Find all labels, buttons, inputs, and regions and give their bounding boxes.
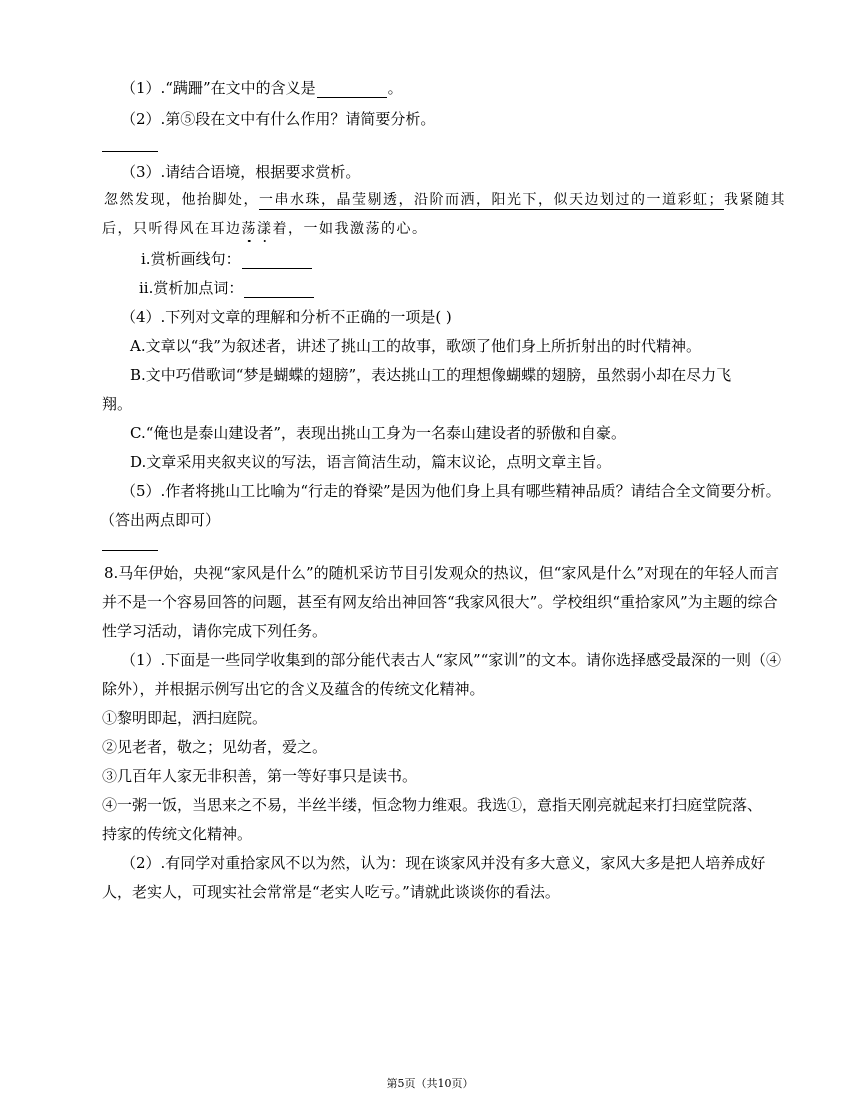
q7-sub1-end: 。 <box>387 79 403 97</box>
answer-blank[interactable] <box>244 282 314 298</box>
motto-4-cont: 持家的传统文化精神。 <box>102 825 253 843</box>
q8-intro-3: 性学习活动，请你完成下列任务。 <box>102 622 328 640</box>
q8-sub2: （2）.有同学对重拾家风不以为然，认为：现在谈家风并没有多大意义，家风大多是把人培养成好 <box>121 854 766 872</box>
dotted-word-char: 漾 <box>257 221 273 237</box>
q8-intro-1: 8.马年伊始，央视“家风是什么”的随机采访节目引发观众的热议，但“家风是什么”对现在的年轻人而言 <box>104 564 779 582</box>
motto-2: ②见老者，敬之；见幼者，爱之。 <box>102 738 328 756</box>
q8-intro-2: 并不是一个容易回答的问题，甚至有网友给出神回答“我家风很大”。学校组织“重拾家风”为主题的综合 <box>102 593 778 611</box>
passage-line-2 <box>102 219 428 239</box>
answer-line[interactable] <box>102 550 158 551</box>
sub-item-i-label: i.赏析画线句： <box>141 250 241 268</box>
option-b-cont: 翔。 <box>102 395 133 413</box>
q8-sub1-cont: 除外），并根据示例写出它的含义及蕴含的传统文化精神。 <box>102 680 485 698</box>
q7-sub4: （4）.下列对文章的理解和分析不正确的一项是( ) <box>121 308 452 326</box>
q7-sub2: （2）.第⑤段在文中有什么作用？请简要分析。 <box>121 110 436 128</box>
sub-item-ii <box>139 278 315 298</box>
answer-blank[interactable] <box>242 253 312 269</box>
sub-item-ii-label: ii.赏析加点词： <box>139 279 244 297</box>
option-c[interactable]: C.“俺也是泰山建设者”，表现出挑山工身为一名泰山建设者的骄傲和自豪。 <box>130 424 627 442</box>
option-b[interactable]: B.文中巧借歌词“梦是蝴蝶的翅膀”，表达挑山工的理想像蝴蝶的翅膀，虽然弱小却在尽力飞 <box>130 366 732 384</box>
q7-sub1-text: （1）.“蹒跚”在文中的含义是 <box>121 79 316 97</box>
passage-line-1 <box>104 190 786 210</box>
q7-sub1 <box>121 78 403 98</box>
passage-text: 我紧随其 <box>724 192 786 208</box>
motto-1: ①黎明即起，洒扫庭院。 <box>102 709 268 727</box>
motto-4: ④一粥一饭，当思来之不易，半丝半缕，恒念物力维艰。我选①，意指天刚亮就起来打扫庭堂院落、 <box>102 796 763 814</box>
q7-sub5: （5）.作者将挑山工比喻为“行走的脊梁”是因为他们身上具有哪些精神品质？请结合全文简要分析。 <box>121 482 781 500</box>
passage-text: 着，一如我激荡的心。 <box>272 221 428 237</box>
option-a[interactable]: A.文章以“我”为叙述者，讲述了挑山工的故事，歌颂了他们身上所折射出的时代精神。 <box>130 337 701 355</box>
dotted-word-char: 荡 <box>241 221 257 237</box>
q7-sub3: （3）.请结合语境，根据要求赏析。 <box>121 163 361 181</box>
option-d[interactable]: D.文章采用夹叙夹议的写法，语言简洁生动，篇末议论，点明文章主旨。 <box>130 453 612 471</box>
motto-3: ③几百年人家无非积善，第一等好事只是读书。 <box>102 767 418 785</box>
underlined-sentence: 一串水珠，晶莹剔透，沿阶而洒，阳光下，似天边划过的一道彩虹； <box>259 192 724 208</box>
q8-sub2-cont: 人，老实人，可现实社会常常是“老实人吃亏。”请就此谈谈你的看法。 <box>102 883 560 901</box>
q8-sub1: （1）.下面是一些同学收集到的部分能代表古人“家风”“家训”的文本。请你选择感受最深的一则（④ <box>121 651 781 669</box>
page-footer: 第5页（共10页） <box>386 1077 474 1090</box>
answer-line[interactable] <box>102 151 158 152</box>
passage-text: 忽然发现，他抬脚处， <box>104 192 259 208</box>
passage-text: 后，只听得风在耳边 <box>102 221 242 237</box>
q7-sub5-note: （答出两点即可） <box>100 511 221 529</box>
answer-blank[interactable] <box>317 82 387 98</box>
sub-item-i <box>141 249 313 269</box>
